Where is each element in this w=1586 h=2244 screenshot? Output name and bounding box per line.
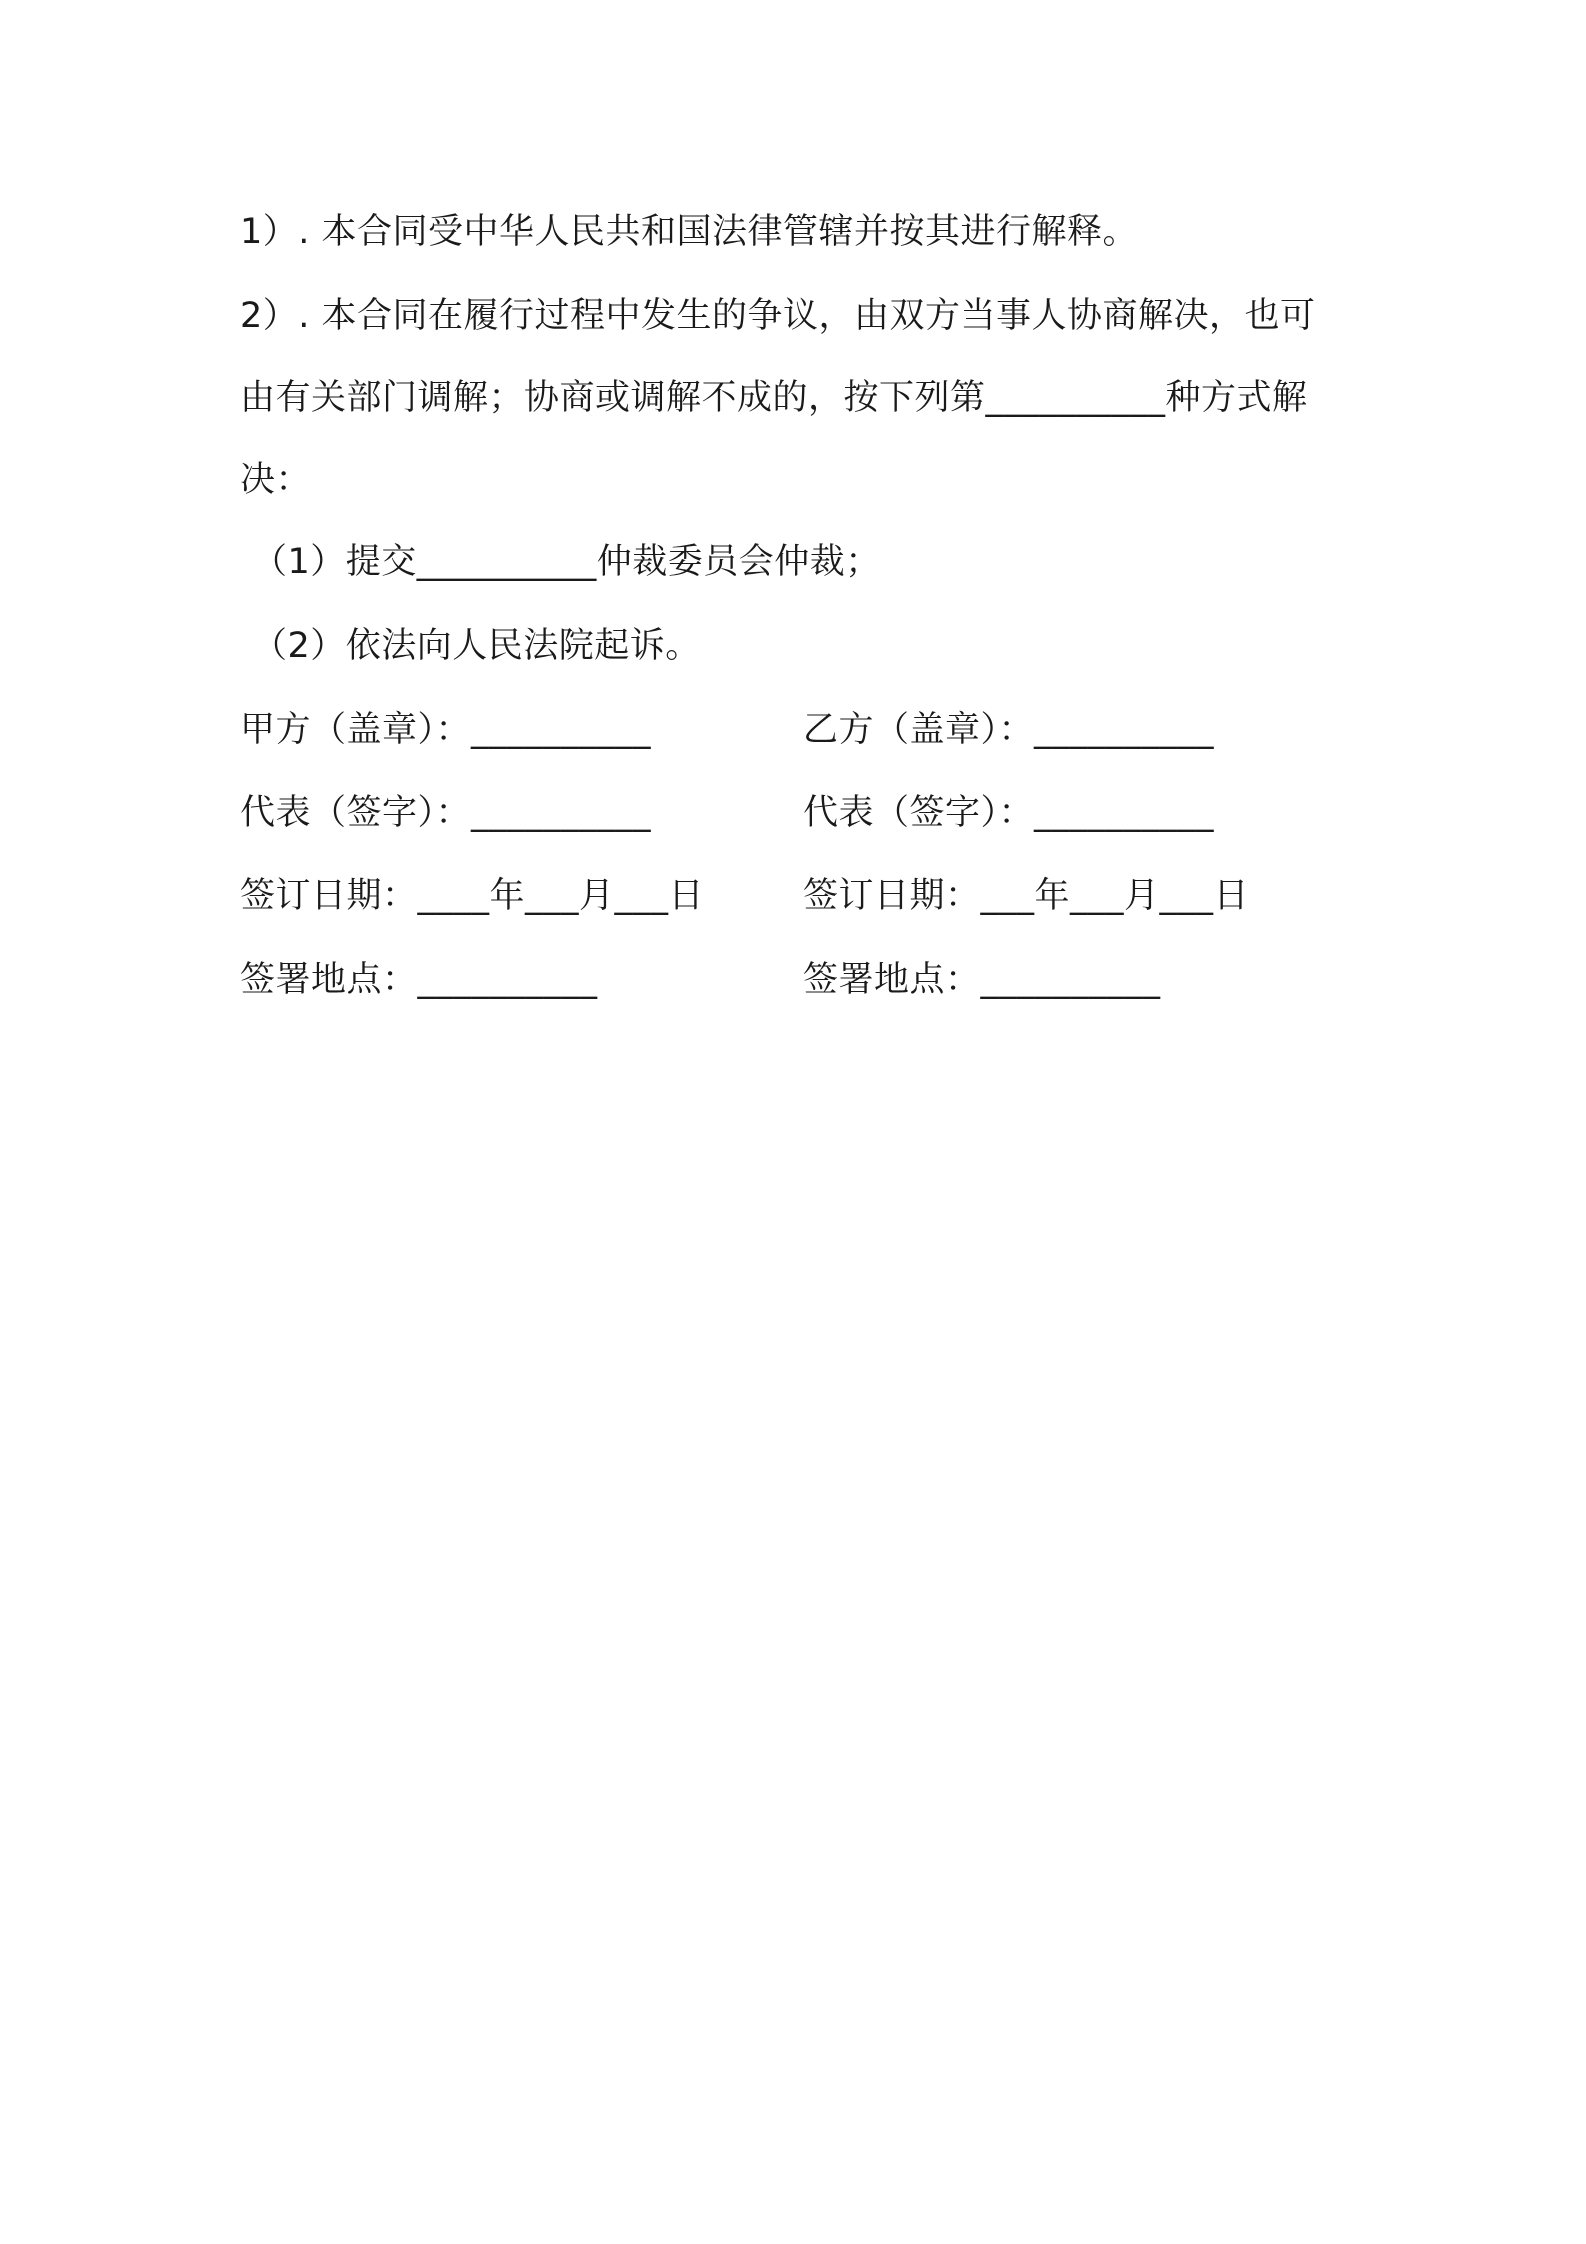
party-b-sign-place: 签署地点：__________	[803, 960, 1161, 1000]
party-a-seal: 甲方（盖章）：__________	[240, 710, 652, 750]
clause-2-line-1: 2）. 本合同在履行过程中发生的争议，由双方当事人协商解决，也可	[240, 296, 1316, 336]
dispute-option-1: （1）提交__________仲裁委员会仲裁；	[252, 542, 881, 582]
party-b-sign-date: 签订日期：___年___月___日	[803, 876, 1250, 916]
clause-2-line-2: 由有关部门调解；协商或调解不成的，按下列第__________种方式解	[240, 378, 1308, 418]
party-a-representative: 代表（签字）：__________	[240, 793, 652, 833]
party-b-representative: 代表（签字）：__________	[803, 793, 1215, 833]
clause-1: 1）. 本合同受中华人民共和国法律管辖并按其进行解释。	[240, 212, 1139, 252]
dispute-option-2: （2）依法向人民法院起诉。	[252, 626, 701, 666]
clause-2-line-3: 决：	[240, 460, 312, 500]
party-a-sign-date: 签订日期：____年___月___日	[240, 876, 705, 916]
party-a-sign-place: 签署地点：__________	[240, 960, 598, 1000]
party-b-seal: 乙方（盖章）：__________	[803, 710, 1215, 750]
